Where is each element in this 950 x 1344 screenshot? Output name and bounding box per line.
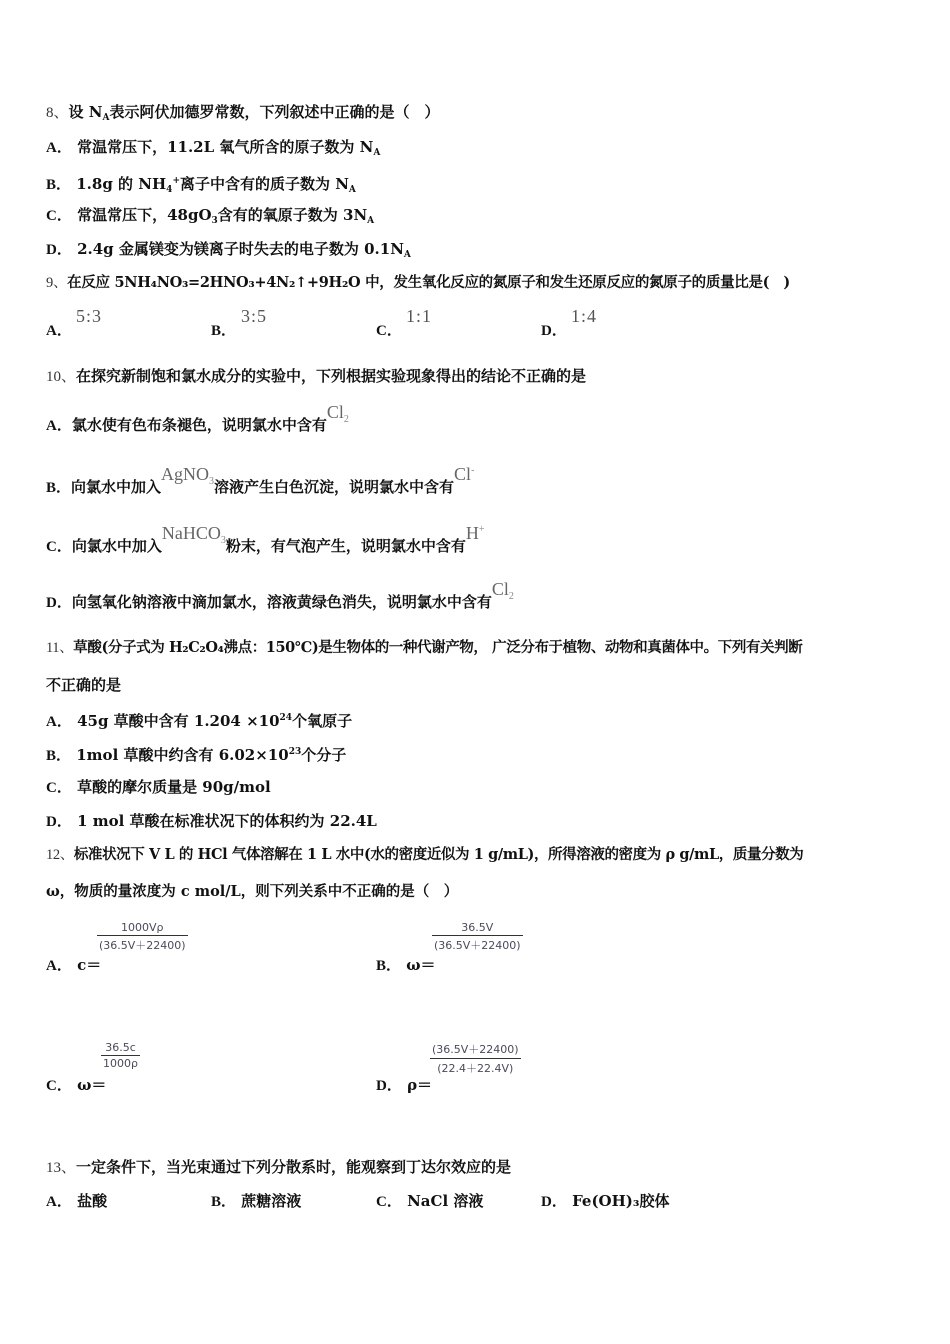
question-12-option-c-fraction: 36.5c 1000ρ: [103, 1041, 138, 1070]
chem-formula: Cl-: [454, 464, 475, 484]
chem-formula: $Cl_2$: [326, 402, 349, 425]
question-12-option-c: C． ω＝: [46, 1076, 107, 1094]
question-13-option-d: D． Fe(OH)₃胶体: [541, 1192, 670, 1210]
question-9-option-d: D．: [541, 323, 567, 339]
question-12-option-d: D． ρ＝: [376, 1076, 433, 1094]
reagent-formula: NaHCO$_3$: [161, 523, 226, 546]
question-9-option-d-value: 1:4: [571, 306, 598, 326]
question-9-option-a: A．: [46, 323, 72, 339]
question-8-option-d: D． 2.4g 金属镁变为镁离子时失去的电子数为 $0.1N_A$: [46, 240, 411, 260]
question-9-option-c-value: 1:1: [406, 306, 433, 326]
reagent-formula: AgNO$_3$: [161, 464, 215, 487]
question-12-option-a: A． c＝: [46, 956, 102, 974]
question-12-stem-line1: 12、标准状况下 V L 的 HCl 气体溶解在 1 L 水中(水的密度近似为 1 g/mL)，所得溶液的密度为 ρ g/mL，质量分数为: [46, 846, 804, 863]
question-8-stem: 8、设 $N_A$表示阿伏加德罗常数，下列叙述中正确的是（ ）: [46, 103, 440, 123]
question-8-option-c: C． 常温常压下，$48gO_3$含有的氧原子数为 $3N_A$: [46, 206, 375, 226]
question-11-option-d: D． 1 mol 草酸在标准状况下的体积约为 22.4L: [46, 812, 377, 830]
question-12-option-d-fraction: (36.5V＋22400) (22.4＋22.4V): [432, 1043, 519, 1075]
question-11-option-b: B． 1mol 草酸中约含有 $6.02\times 10^{23}$个分子: [46, 746, 347, 764]
question-12-option-a-fraction: 1000Vρ (36.5V＋22400): [99, 921, 186, 952]
question-10-option-a: A．氯水使有色布条褪色，说明氯水中含有$Cl_2$: [46, 402, 349, 434]
question-11-stem-line1: 11、草酸(分子式为 H₂C₂O₄沸点：150℃)是生物体的一种代谢产物， 广泛分布于植物、动物和真菌体中。下列有关判断: [46, 639, 803, 656]
question-9-option-b-value: 3:5: [241, 306, 268, 326]
question-9-option-b: B．: [211, 323, 237, 339]
question-12-option-b: B． ω＝: [376, 956, 436, 974]
question-13-option-b: B． 蔗糖溶液: [211, 1192, 302, 1210]
question-10-option-c: C．向氯水中加入NaHCO$_3$粉末，有气泡产生，说明氯水中含有H+: [46, 523, 485, 555]
question-10-stem: 10、在探究新制饱和氯水成分的实验中，下列根据实验现象得出的结论不正确的是: [46, 367, 587, 385]
question-8-option-b: B． 1.8g 的 $NH_4^+$离子中含有的质子数为 $N_A$: [46, 175, 356, 195]
question-12-stem-line2: ω，物质的量浓度为 c mol/L，则下列关系中不正确的是（ ）: [46, 883, 459, 900]
question-12-option-b-fraction: 36.5V (36.5V＋22400): [434, 921, 521, 952]
question-8-option-a: A． 常温常压下，11.2L 氧气所含的原子数为 $N_A$: [46, 138, 381, 158]
question-11-option-c: C． 草酸的摩尔质量是 90g/mol: [46, 778, 271, 796]
question-10-option-d: D．向氢氧化钠溶液中滴加氯水，溶液黄绿色消失，说明氯水中含有$Cl_2$: [46, 579, 514, 611]
question-13-option-c: C． NaCl 溶液: [376, 1192, 484, 1210]
question-11-stem-line2: 不正确的是: [46, 676, 122, 694]
question-13-stem: 13、一定条件下，当光束通过下列分散系时，能观察到丁达尔效应的是: [46, 1158, 512, 1176]
chem-formula: H+: [465, 523, 485, 543]
question-13-option-a: A． 盐酸: [46, 1192, 108, 1210]
chem-formula: $Cl_2$: [491, 579, 514, 602]
question-9-option-a-value: 5:3: [76, 306, 103, 326]
question-11-option-a: A． 45g 草酸中含有 $1.204 \times 10^{24}$个氧原子: [46, 712, 353, 730]
question-9-stem: 9、在反应 5NH₄NO₃=2HNO₃+4N₂↑+9H₂O 中，发生氧化反应的氮原子和发生还原反应的氮原子的质量比是( ): [46, 274, 790, 291]
question-10-option-b: B．向氯水中加入AgNO$_3$溶液产生白色沉淀，说明氯水中含有Cl-: [46, 464, 475, 496]
question-9-option-c: C．: [376, 323, 402, 339]
question-number: 8、: [46, 105, 69, 121]
